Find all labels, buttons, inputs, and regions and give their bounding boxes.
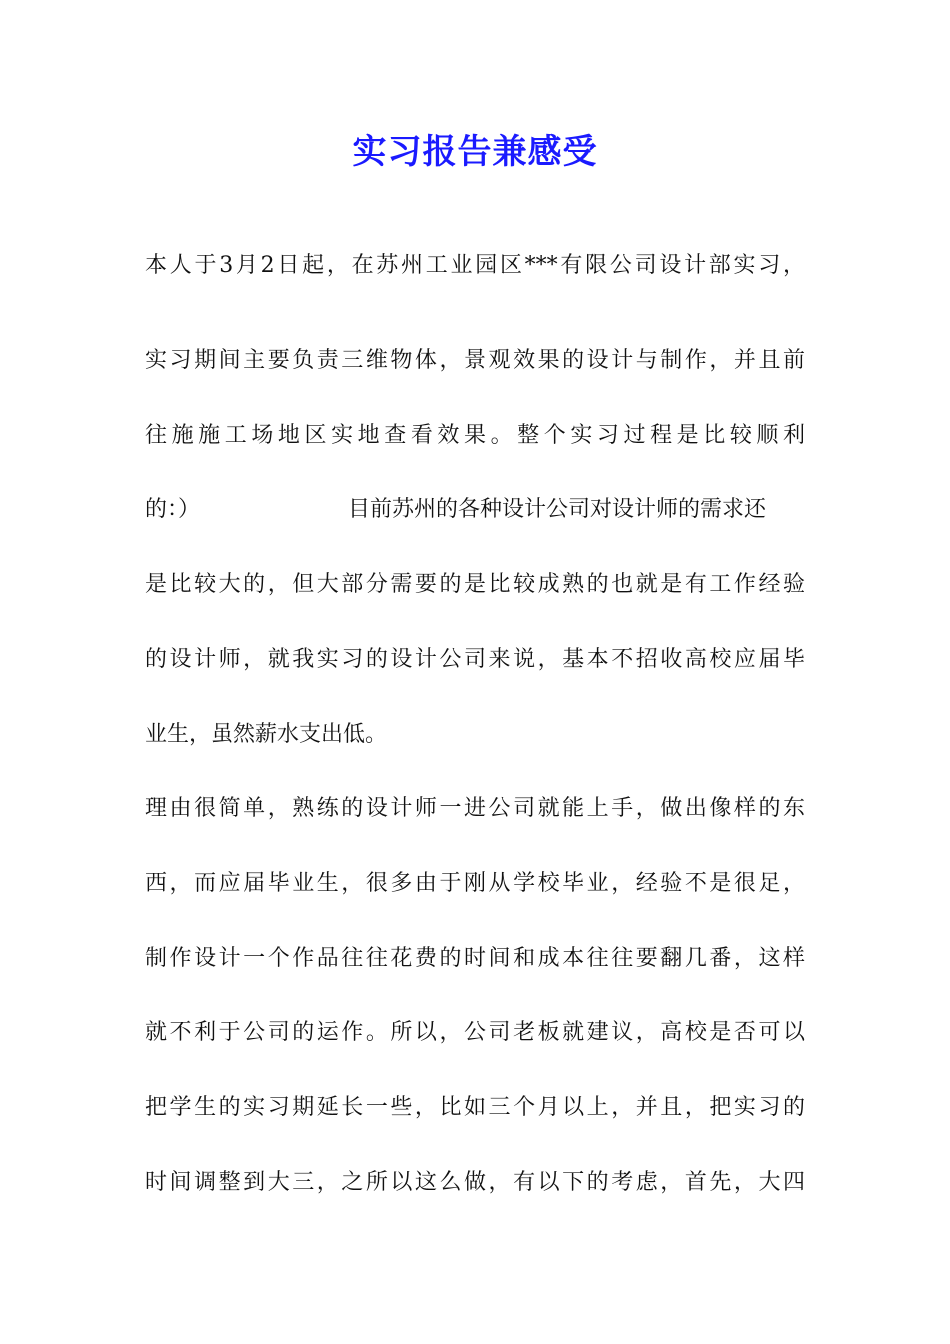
body-line-12: 把学生的实习期延长一些，比如三个月以上，并且，把实习的 [145,1095,805,1120]
body-line-1: 本人于3月2日起，在苏州工业园区***有限公司设计部实习， [145,253,805,278]
body-line-5: 是比较大的，但大部分需要的是比较成熟的也就是有工作经验 [145,572,805,597]
body-line-6: 的设计师，就我实习的设计公司来说，基本不招收高校应届毕 [145,647,805,672]
body-line-8: 理由很简单，熟练的设计师一进公司就能上手，做出像样的东 [145,796,805,821]
body-line-7: 业生，虽然薪水支出低。 [145,722,388,747]
body-line-9: 西，而应届毕业生，很多由于刚从学校毕业，经验不是很足， [145,871,805,896]
body-line-13: 时间调整到大三，之所以这么做，有以下的考虑，首先，大四 [145,1170,805,1195]
body-line-2: 实习期间主要负责三维物体，景观效果的设计与制作，并且前 [145,348,805,373]
body-line-11: 就不利于公司的运作。所以，公司老板就建议，高校是否可以 [145,1020,805,1045]
body-line-10: 制作设计一个作品往往花费的时间和成本往往要翻几番，这样 [145,946,805,971]
body-line-3: 往施施工场地区实地查看效果。整个实习过程是比较顺利 [145,423,805,448]
body-line-4 [145,495,805,525]
body-line-4-start: 的：） [145,497,201,522]
body-line-4-end: 目前苏州的各种设计公司对设计师的需求还 [348,497,767,522]
document-title: 实习报告兼感受 [352,132,598,172]
